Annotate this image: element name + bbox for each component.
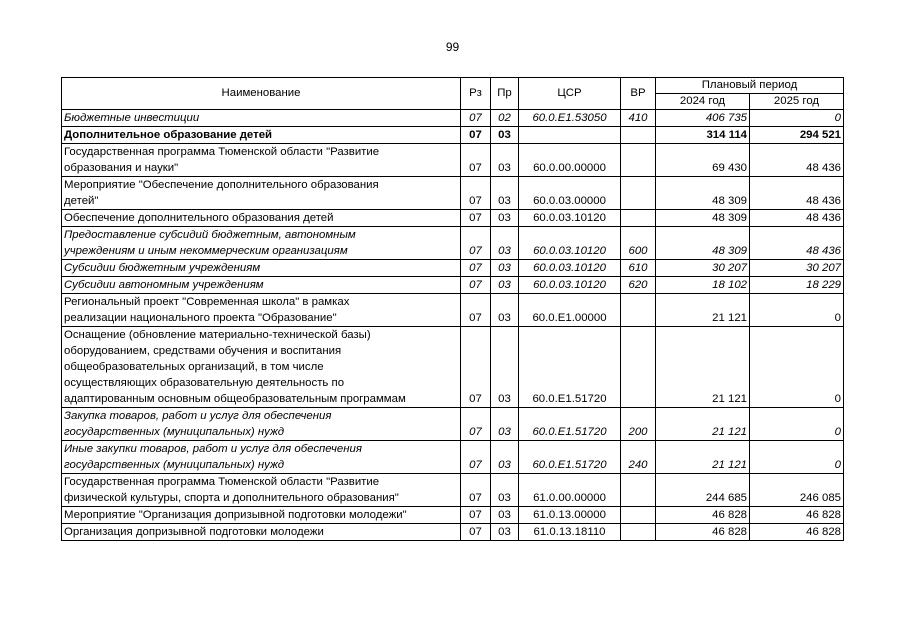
cell-name: Мероприятие "Обеспечение дополнительного образования детей"	[62, 177, 461, 210]
table-row	[62, 524, 844, 541]
cell-pr: 03	[491, 294, 519, 327]
cell-2024: 46 828	[656, 524, 750, 541]
cell-2025: 246 085	[750, 474, 844, 507]
cell-csr: 60.0.E1.51720	[519, 327, 621, 408]
cell-name: Региональный проект "Современная школа" в рамках реализации национального проекта "Образование"	[62, 294, 461, 327]
header-planning-period: Плановый период	[656, 78, 844, 94]
cell-2025: 0	[750, 110, 844, 127]
header-year-2024: 2024 год	[656, 94, 750, 110]
table-row	[62, 144, 844, 177]
cell-csr: 60.0.03.10120	[519, 277, 621, 294]
cell-vr	[621, 144, 656, 177]
cell-pr: 03	[491, 474, 519, 507]
cell-csr: 60.0.03.10120	[519, 260, 621, 277]
table-row	[62, 327, 844, 408]
cell-rz: 07	[461, 110, 491, 127]
cell-name: Бюджетные инвестиции	[62, 110, 461, 127]
cell-vr: 600	[621, 227, 656, 260]
cell-vr	[621, 524, 656, 541]
cell-csr: 60.0.E1.51720	[519, 408, 621, 441]
cell-csr	[519, 127, 621, 144]
cell-csr: 61.0.00.00000	[519, 474, 621, 507]
cell-vr	[621, 294, 656, 327]
cell-name: Обеспечение дополнительного образования детей	[62, 210, 461, 227]
cell-name: Закупка товаров, работ и услуг для обеспечения государственных (муниципальных) нужд	[62, 408, 461, 441]
cell-rz: 07	[461, 441, 491, 474]
cell-vr	[621, 127, 656, 144]
cell-vr	[621, 210, 656, 227]
cell-pr: 03	[491, 327, 519, 408]
budget-table	[61, 77, 844, 541]
cell-rz: 07	[461, 144, 491, 177]
table-row	[62, 127, 844, 144]
table-row	[62, 110, 844, 127]
cell-pr: 03	[491, 227, 519, 260]
cell-rz: 07	[461, 294, 491, 327]
table-row	[62, 177, 844, 210]
cell-vr: 410	[621, 110, 656, 127]
cell-rz: 07	[461, 260, 491, 277]
cell-csr: 61.0.13.18110	[519, 524, 621, 541]
page-number: 99	[445, 40, 460, 54]
cell-2025: 0	[750, 294, 844, 327]
header-csr: ЦСР	[519, 78, 621, 110]
cell-vr: 610	[621, 260, 656, 277]
cell-name: Государственная программа Тюменской области "Развитие образования и науки"	[62, 144, 461, 177]
cell-rz: 07	[461, 474, 491, 507]
cell-2025: 0	[750, 441, 844, 474]
cell-pr: 03	[491, 277, 519, 294]
cell-csr: 60.0.00.00000	[519, 144, 621, 177]
cell-vr: 620	[621, 277, 656, 294]
cell-2024: 18 102	[656, 277, 750, 294]
cell-rz: 07	[461, 127, 491, 144]
cell-vr	[621, 177, 656, 210]
cell-name: Мероприятие "Организация допризывной подготовки молодежи"	[62, 507, 461, 524]
cell-2024: 244 685	[656, 474, 750, 507]
table-row	[62, 227, 844, 260]
cell-name: Государственная программа Тюменской области "Развитие физической культуры, спорта и дополнительного образования"	[62, 474, 461, 507]
cell-2024: 69 430	[656, 144, 750, 177]
cell-2024: 21 121	[656, 441, 750, 474]
cell-vr	[621, 327, 656, 408]
cell-2025: 48 436	[750, 177, 844, 210]
cell-2024: 21 121	[656, 408, 750, 441]
cell-2024: 48 309	[656, 177, 750, 210]
cell-csr: 60.0.E1.51720	[519, 441, 621, 474]
header-vr: ВР	[621, 78, 656, 110]
cell-vr: 200	[621, 408, 656, 441]
cell-name: Субсидии автономным учреждениям	[62, 277, 461, 294]
cell-2025: 18 229	[750, 277, 844, 294]
table-row	[62, 260, 844, 277]
cell-pr: 03	[491, 177, 519, 210]
cell-csr: 60.0.E1.53050	[519, 110, 621, 127]
cell-2024: 48 309	[656, 210, 750, 227]
cell-2025: 46 828	[750, 524, 844, 541]
cell-rz: 07	[461, 210, 491, 227]
cell-pr: 03	[491, 260, 519, 277]
table-row	[62, 441, 844, 474]
cell-2024: 406 735	[656, 110, 750, 127]
cell-vr	[621, 474, 656, 507]
cell-rz: 07	[461, 177, 491, 210]
cell-pr: 03	[491, 210, 519, 227]
cell-2025: 46 828	[750, 507, 844, 524]
header-year-2025: 2025 год	[750, 94, 844, 110]
cell-2024: 48 309	[656, 227, 750, 260]
cell-2025: 48 436	[750, 227, 844, 260]
cell-rz: 07	[461, 408, 491, 441]
cell-pr: 02	[491, 110, 519, 127]
cell-pr: 03	[491, 127, 519, 144]
cell-name: Иные закупки товаров, работ и услуг для обеспечения государственных (муниципальных) нужд	[62, 441, 461, 474]
table-body	[62, 110, 844, 541]
cell-name: Оснащение (обновление материально-технической базы) оборудованием, средствами обучения и воспитания общеобразовательных организаций, в том числе осуществляющих образовательную деятельность по адаптированным основным общеобразовательным программам	[62, 327, 461, 408]
cell-pr: 03	[491, 408, 519, 441]
cell-2024: 21 121	[656, 294, 750, 327]
cell-rz: 07	[461, 507, 491, 524]
cell-name: Предоставление субсидий бюджетным, автономным учреждениям и иным некоммерческим организациям	[62, 227, 461, 260]
cell-2025: 0	[750, 408, 844, 441]
header-pr: Пр	[491, 78, 519, 110]
cell-rz: 07	[461, 227, 491, 260]
header-rz: Рз	[461, 78, 491, 110]
cell-2024: 21 121	[656, 327, 750, 408]
cell-csr: 60.0.03.00000	[519, 177, 621, 210]
cell-csr: 60.0.03.10120	[519, 227, 621, 260]
cell-2025: 294 521	[750, 127, 844, 144]
cell-rz: 07	[461, 327, 491, 408]
cell-name: Дополнительное образование детей	[62, 127, 461, 144]
cell-name: Субсидии бюджетным учреждениям	[62, 260, 461, 277]
table-row	[62, 277, 844, 294]
cell-2024: 30 207	[656, 260, 750, 277]
cell-vr	[621, 507, 656, 524]
cell-csr: 60.0.E1.00000	[519, 294, 621, 327]
cell-rz: 07	[461, 277, 491, 294]
table-row	[62, 210, 844, 227]
cell-pr: 03	[491, 144, 519, 177]
cell-2025: 30 207	[750, 260, 844, 277]
cell-vr: 240	[621, 441, 656, 474]
cell-2024: 46 828	[656, 507, 750, 524]
cell-2025: 48 436	[750, 144, 844, 177]
cell-csr: 60.0.03.10120	[519, 210, 621, 227]
table-row	[62, 474, 844, 507]
cell-2025: 0	[750, 327, 844, 408]
cell-2024: 314 114	[656, 127, 750, 144]
table-row	[62, 507, 844, 524]
cell-name: Организация допризывной подготовки молодежи	[62, 524, 461, 541]
cell-pr: 03	[491, 524, 519, 541]
cell-2025: 48 436	[750, 210, 844, 227]
table-row	[62, 408, 844, 441]
cell-csr: 61.0.13.00000	[519, 507, 621, 524]
cell-pr: 03	[491, 441, 519, 474]
cell-rz: 07	[461, 524, 491, 541]
header-name: Наименование	[62, 78, 461, 110]
cell-pr: 03	[491, 507, 519, 524]
table-row	[62, 294, 844, 327]
table-header	[62, 78, 844, 110]
